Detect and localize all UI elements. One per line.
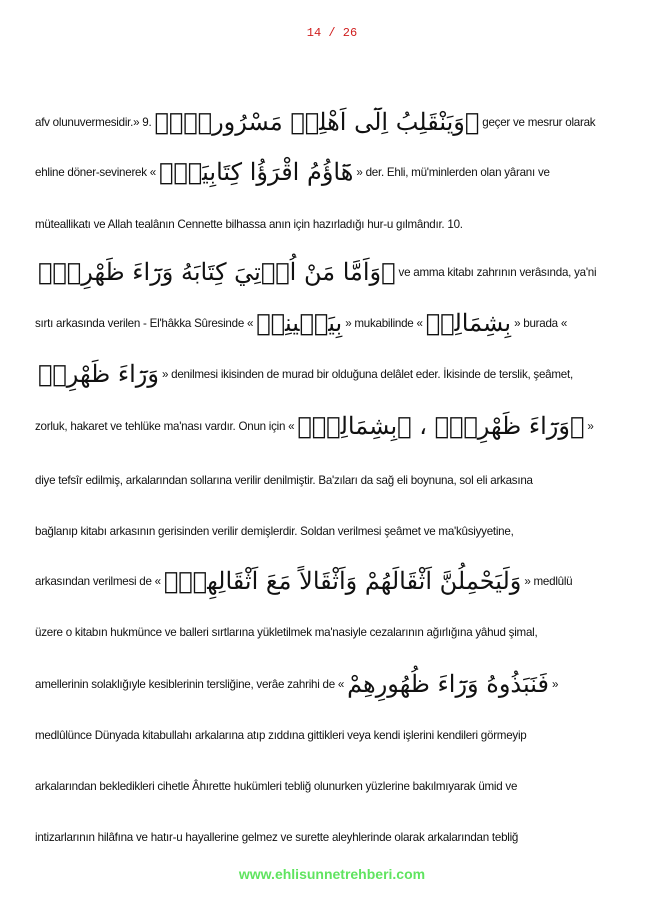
text-line xyxy=(35,664,558,704)
arabic-verse: وَرَٓاءَ ظَهْرِه۪ xyxy=(38,360,159,388)
text-segment: » xyxy=(551,677,559,691)
text-line xyxy=(35,152,550,192)
text-line xyxy=(35,817,518,857)
text-segment: amellerinin solaklığıyle kesiblerinin tersliğine, verâe zahrihi de « xyxy=(35,677,345,691)
arabic-verse: فَنَبَذُوهُ وَرَٓاءَ ظُهُورِهِمْ xyxy=(347,670,549,698)
text-line xyxy=(35,102,595,142)
text-segment: » medlûlü xyxy=(524,574,573,588)
text-line xyxy=(35,766,517,806)
text-segment: geçer ve mesrur olarak xyxy=(482,115,596,129)
text-line xyxy=(35,460,533,500)
text-line xyxy=(35,354,573,394)
text-line xyxy=(35,612,537,652)
text-segment: sırtı arkasında verilen - El'hâkka Sûresinde « xyxy=(35,316,254,330)
text-line xyxy=(35,406,594,446)
text-segment: arkalarından bekledikleri cihetle Âhırette hukümleri tebliğ olunurken yüzlerine bakılmıyarak ümid ve xyxy=(35,779,518,793)
arabic-verse: بِشِمَالِه۪ xyxy=(425,309,512,337)
text-segment: zorluk, hakaret ve tehlüke ma'nası vardır. Onun için « xyxy=(35,419,295,433)
text-segment: ehline döner-sevinerek « xyxy=(35,165,156,179)
page-indicator: 14 / 26 xyxy=(306,26,358,40)
arabic-verse: ﴿وَاَمَّا مَنْ اُو۫تِيَ كِتَابَهُ وَرَٓاءَ ظَهْرِه۪﴾ xyxy=(38,258,396,286)
text-line xyxy=(35,715,526,755)
arabic-verse: بِيَم۪ينِه۪ xyxy=(256,309,343,337)
text-segment: » xyxy=(587,419,594,433)
arabic-verse: ﴿وَيَنْقَلِبُ اِلَٓى اَهْلِه۪ مَسْرُوراًۜ﴾ xyxy=(154,108,480,136)
text-segment: müteallikatı ve Allah tealânın Cennette bilhassa anın için hazırladığı hur-u gılmândır. 10. xyxy=(35,217,463,231)
arabic-verse: وَلَيَحْمِلُنَّ اَثْقَالَهُمْ وَاَثْقَالاً مَعَ اَثْقَالِهِمْۘ xyxy=(163,567,522,595)
text-segment: üzere o kitabın hukmünce ve balleri sırtlarına yükletilmek ma'nasiyle cezalarının ağırlığına yâhud şimal, xyxy=(35,625,538,639)
text-segment: bağlanıp kitabı arkasının gerisinden verilir demişlerdir. Soldan verilmesi şeâmet ve ma'kûsiyyetine, xyxy=(35,524,514,538)
text-segment: intizarlarının hilâfına ve hatır-u hayallerine gelmez ve surette aleyhlerinde olarak arkalarından tebliğ xyxy=(35,830,519,844)
text-line xyxy=(35,303,567,343)
text-segment: afv olunuvermesidir.» 9. xyxy=(35,115,152,129)
arabic-verse: هَٓاؤُمُ اقْرَؤُا كِتَابِيَهْۚ xyxy=(158,158,354,186)
text-line xyxy=(35,204,463,244)
text-segment: medlûlünce Dünyada kitabullahı arkalarına atıp zıddına gittikleri veya kendi işlerini kendileri görmeyip xyxy=(35,728,527,742)
text-line xyxy=(35,561,572,601)
text-segment: ve amma kitabı zahrının verâsında, ya'ni xyxy=(398,265,597,279)
text-segment: » burada « xyxy=(514,316,568,330)
text-segment: » denilmesi ikisinden de murad bir olduğuna delâlet eder. İkisinde de terslik, şeâmet, xyxy=(161,367,573,381)
text-segment: diye tefsîr edilmiş, arkalarından sollarına verilir denilmiştir. Ba'zıları da sağ eli boynuna, sol eli arkasına xyxy=(35,473,533,487)
arabic-verse: ﴿وَرَٓاءَ ظَهْرِه۪﴾ ، ﴿بِشِمَالِه۪﴾ xyxy=(297,412,585,440)
watermark: www.ehlisunnetrehberi.com xyxy=(238,866,426,882)
text-line xyxy=(35,252,596,292)
text-segment: » der. Ehli, mü'minlerden olan yâranı ve xyxy=(356,165,550,179)
text-line xyxy=(35,511,514,551)
text-segment: arkasından verilmesi de « xyxy=(35,574,161,588)
text-segment: » mukabilinde « xyxy=(345,316,423,330)
